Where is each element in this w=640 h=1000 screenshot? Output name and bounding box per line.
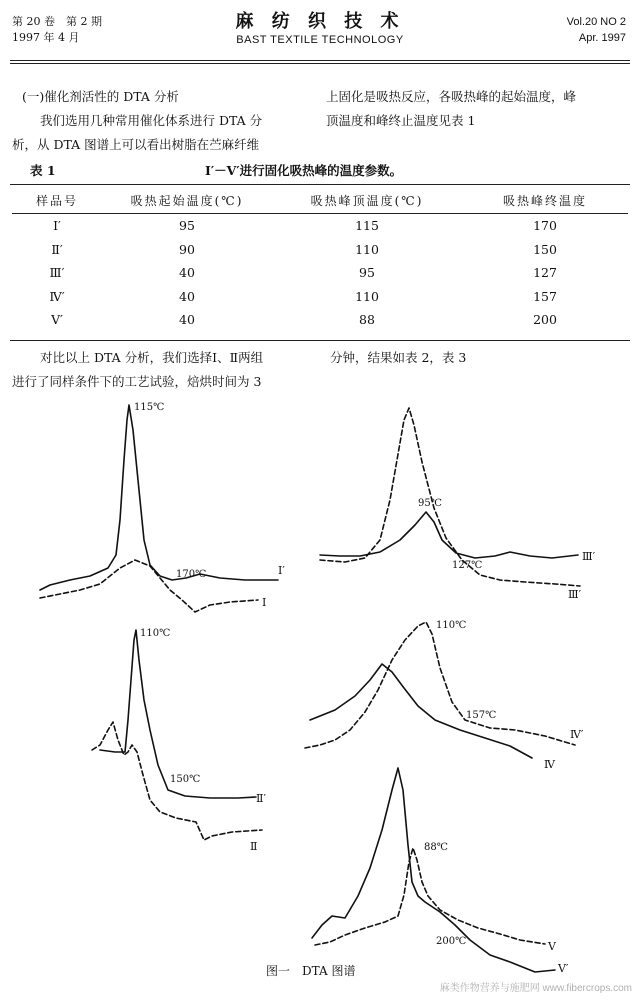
- watermark: 麻类作物营养与施肥网 www.fibercrops.com: [439, 983, 632, 994]
- dta-curve-iv-solid: [310, 664, 532, 758]
- label-end-170: 170℃: [176, 569, 207, 580]
- label-peak-110: 110℃: [140, 628, 171, 639]
- cell-onset: 90: [179, 241, 195, 257]
- journal-title: 麻 纺 织 技 术: [235, 11, 405, 32]
- label-series-iii-prime: Ⅲ′: [582, 550, 596, 563]
- cell-sample: Ⅱ′: [51, 241, 63, 257]
- label-series-ii-prime: Ⅱ′: [256, 792, 266, 805]
- cell-end: 127: [533, 265, 557, 281]
- label-end-150: 150℃: [170, 774, 201, 785]
- label-peak-115: 115℃: [134, 402, 165, 413]
- volume-number: Vol.20 NO 2: [566, 16, 626, 28]
- header-end-temp: 吸热峰终温度: [462, 187, 628, 214]
- label-peak-88: 88℃: [424, 842, 448, 853]
- dta-curve-iii-dashed: [320, 408, 580, 586]
- table-label: 表 1: [30, 163, 56, 178]
- header-onset-temp: 吸热起始温度(℃): [102, 187, 272, 214]
- label-end-200: 200℃: [436, 936, 467, 947]
- section-heading: (一)催化剂活性的 DTA 分析: [22, 89, 179, 104]
- paragraph-line: 我们选用几种常用催化体系进行 DTA 分: [40, 113, 263, 128]
- dta-curve-ii-prime: [100, 630, 256, 798]
- paragraph-line: 分钟，结果如表 2，表 3: [330, 350, 467, 365]
- dta-curve-iv-prime: [305, 622, 575, 748]
- dta-curve-v: [315, 848, 545, 945]
- cell-end: 157: [533, 288, 557, 304]
- issue-date: 1997 年 4 月: [12, 31, 80, 44]
- dta-curve-iii-prime: [320, 512, 578, 558]
- table-caption: Ⅰ′－Ⅴ′进行固化吸热峰的温度参数。: [205, 163, 403, 178]
- volume-date: Apr. 1997: [578, 32, 626, 44]
- label-series-i-prime: Ⅰ′: [278, 564, 285, 577]
- cell-onset: 40: [179, 312, 195, 328]
- label-series-ii: Ⅱ: [250, 840, 258, 853]
- cell-sample: Ⅴ′: [51, 312, 63, 328]
- dta-curve-i-prime: [40, 405, 278, 590]
- cell-end: 200: [533, 312, 557, 328]
- label-peak-110-b: 110℃: [436, 620, 467, 631]
- label-series-iv-prime: Ⅳ′: [570, 728, 584, 741]
- cell-peak: 110: [355, 288, 379, 304]
- label-series-iii-dashed: Ⅲ′: [568, 588, 582, 601]
- paragraph-line: 进行了同样条件下的工艺试验，焙烘时间为 3: [12, 374, 262, 389]
- cell-end: 170: [533, 218, 557, 234]
- header-peak-temp: 吸热峰顶温度(℃): [272, 187, 462, 214]
- paragraph-line: 析，从 DTA 图谱上可以看出树脂在苎麻纤维: [12, 137, 260, 152]
- label-peak-95: 95℃: [418, 498, 442, 509]
- cell-sample: Ⅰ′: [53, 218, 61, 234]
- label-end-127: 127℃: [452, 560, 483, 571]
- paragraph-line: 对比以上 DTA 分析，我们选择Ⅰ、Ⅱ两组: [40, 350, 264, 365]
- dta-curve-v-prime: [312, 768, 555, 972]
- label-series-v-prime: Ⅴ′: [558, 962, 569, 975]
- cell-sample: Ⅳ′: [49, 288, 65, 304]
- paragraph-line: 上固化是吸热反应，各吸热峰的起始温度，峰: [326, 89, 577, 104]
- label-end-157: 157℃: [466, 710, 497, 721]
- cell-peak: 110: [355, 241, 379, 257]
- cell-sample: Ⅲ′: [49, 265, 65, 281]
- label-series-v: Ⅴ: [548, 940, 556, 953]
- header-sample: 样品号: [12, 187, 102, 214]
- cell-onset: 40: [179, 288, 195, 304]
- volume-issue: 第 20 卷 第 2 期: [12, 15, 102, 28]
- cell-peak: 115: [355, 218, 379, 234]
- label-series-iv: Ⅳ: [544, 758, 555, 771]
- journal-subtitle: BAST TEXTILE TECHNOLOGY: [236, 34, 404, 46]
- dta-curve-i: [40, 560, 258, 612]
- cell-onset: 40: [179, 265, 195, 281]
- cell-peak: 95: [359, 265, 375, 281]
- paragraph-line: 顶温度和峰终止温度见表 1: [326, 113, 476, 128]
- cell-end: 150: [533, 241, 557, 257]
- cell-peak: 88: [359, 312, 375, 328]
- cell-onset: 95: [179, 218, 195, 234]
- label-series-i: Ⅰ: [262, 596, 267, 609]
- figure-caption: 图一 DTA 图谱: [266, 964, 356, 978]
